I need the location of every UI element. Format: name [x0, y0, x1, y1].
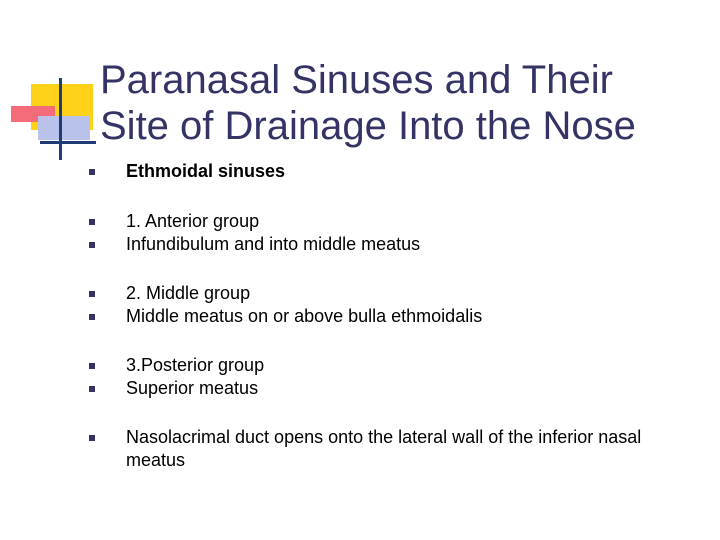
bullet-group-ethmoidal: [86, 160, 686, 183]
bullet-item: [86, 354, 686, 377]
bullet-text: Ethmoidal sinuses: [126, 161, 286, 181]
square-bullet-icon: [89, 219, 95, 225]
decorative-accent-graphic: [0, 0, 110, 170]
slide-title-line-2: Site of Drainage Into the Nose: [100, 103, 636, 148]
bullet-item: [86, 160, 686, 183]
bullet-group-middle: [86, 282, 686, 328]
accent-horizontal-line: [40, 141, 96, 144]
bullet-item: [86, 305, 686, 328]
square-bullet-icon: [89, 435, 95, 441]
bullet-item: [86, 233, 686, 256]
bullet-group-anterior: [86, 210, 686, 256]
bullet-text: 2. Middle group: [126, 283, 251, 303]
square-bullet-icon: [89, 363, 95, 369]
bullet-text: Infundibulum and into middle meatus: [126, 234, 421, 254]
bullet-list: [86, 160, 686, 498]
slide-title-line-1: Paranasal Sinuses and Their: [100, 57, 613, 102]
bullet-group-posterior: [86, 354, 686, 400]
bullet-text: Superior meatus: [126, 378, 259, 398]
accent-vertical-line: [59, 78, 62, 160]
square-bullet-icon: [89, 314, 95, 320]
square-bullet-icon: [89, 169, 95, 175]
square-bullet-icon: [89, 242, 95, 248]
bullet-group-nasolacrimal: [86, 426, 686, 472]
bullet-item: [86, 426, 686, 472]
bullet-text: Middle meatus on or above bulla ethmoidalis: [126, 306, 483, 326]
bullet-text: Nasolacrimal duct opens onto the lateral wall of the inferior nasal meatus: [126, 427, 642, 470]
bullet-text: 3.Posterior group: [126, 355, 265, 375]
square-bullet-icon: [89, 291, 95, 297]
bullet-item: [86, 282, 686, 305]
bullet-item: [86, 377, 686, 400]
bullet-text: 1. Anterior group: [126, 211, 260, 231]
bullet-item: [86, 210, 686, 233]
accent-blue-bar: [38, 116, 90, 140]
slide-title: [100, 57, 710, 149]
square-bullet-icon: [89, 386, 95, 392]
